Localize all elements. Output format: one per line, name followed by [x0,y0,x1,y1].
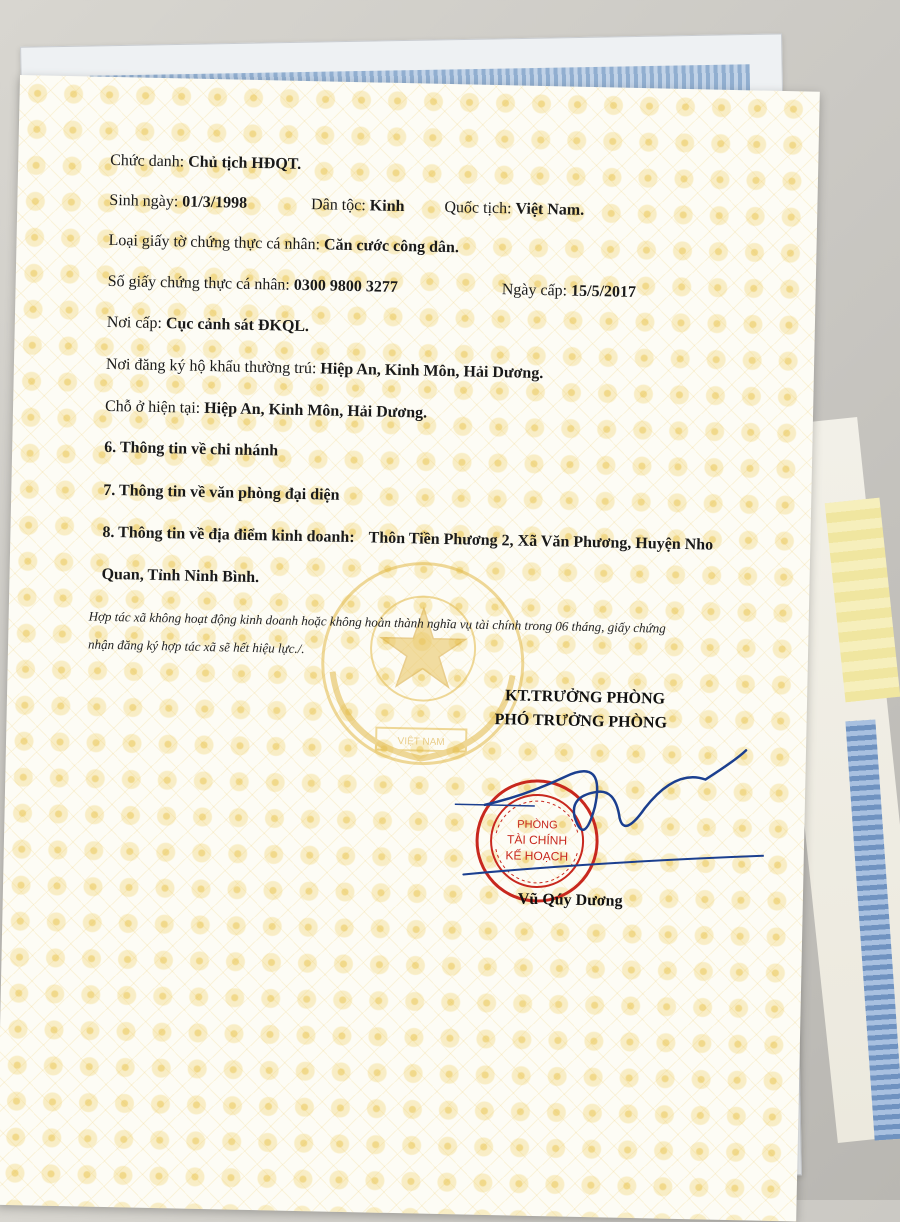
signature-title-1: KT.TRƯỞNG PHÒNG [504,687,666,708]
id-number-label: Số giấy chứng thực cá nhân: [107,272,291,294]
signer-name: Vũ Qúy Dương [517,890,623,910]
id-number-value: 0300 9800 3277 [293,276,398,296]
id-type-label: Loại giấy tờ chứng thực cá nhân: [108,231,321,254]
ethnicity-value: Kinh [369,197,405,216]
svg-text:PHÒNG: PHÒNG [517,818,558,832]
svg-text:VIỆT NAM: VIỆT NAM [397,736,445,749]
section-7-heading: 7. Thông tin về văn phòng đại diện [103,481,340,504]
certificate-page [0,75,820,1222]
dob-row [109,192,584,220]
signature-title-2: PHÓ TRƯỞNG PHÒNG [494,711,668,732]
section-8-value-line1: Thôn Tiền Phương 2, Xã Văn Phương, Huyện Nho [368,529,714,554]
id-number-row [107,273,636,302]
validity-note-line1: Hợp tác xã không hoạt động kinh doanh hoặc không hoàn thành nghĩa vụ tài chính trong 06 tháng, giấy chứng [88,608,666,636]
issued-by-label: Nơi cấp: [106,313,163,333]
handwritten-signature [443,734,766,891]
svg-text:TÀI CHÍNH: TÀI CHÍNH [506,832,568,848]
dob-value: 01/3/1998 [182,193,248,212]
current-address-row [105,398,427,423]
permanent-address-value: Hiệp An, Kinh Môn, Hải Dương. [320,360,544,383]
nationality-value: Việt Nam. [515,200,585,219]
issue-date-label: Ngày cấp: [501,281,568,300]
section-8-heading: 8. Thông tin về địa điểm kinh doanh: [102,523,355,547]
current-address-value: Hiệp An, Kinh Môn, Hải Dương. [204,399,428,422]
issued-by-value: Cục cảnh sát ĐKQL. [165,315,310,336]
position-label: Chức danh: [110,151,185,171]
position-row [110,152,301,174]
issue-date-value: 15/5/2017 [570,282,637,301]
svg-text:KẾ HOẠCH: KẾ HOẠCH [505,848,569,864]
ethnicity-label: Dân tộc: [310,196,366,215]
permanent-address-label: Nơi đăng ký hộ khẩu thường trú: [105,355,317,378]
section-6-heading: 6. Thông tin về chi nhánh [104,438,279,460]
section-8-value-line2: Quan, Tỉnh Ninh Bình. [101,565,260,587]
position-value: Chủ tịch HĐQT. [188,153,302,173]
id-type-value: Căn cước công dân. [323,236,460,257]
permanent-address-row [106,356,544,383]
section-8-row [102,524,713,555]
current-address-label: Chỗ ở hiện tại: [104,397,201,417]
nationality-label: Quốc tịch: [444,198,512,218]
validity-note-line2: nhận đăng ký hợp tác xã sẽ hết hiệu lực./. [87,636,305,657]
issued-by-row [107,314,310,336]
dob-label: Sinh ngày: [109,191,179,211]
id-type-row [108,232,459,257]
